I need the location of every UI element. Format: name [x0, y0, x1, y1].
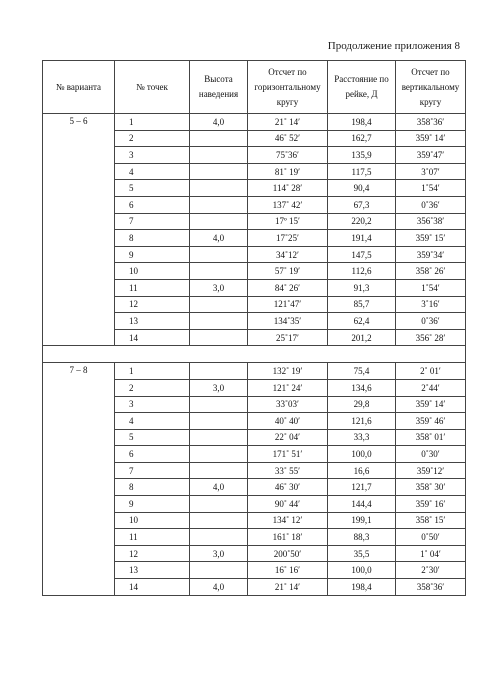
header-variant: № варианта — [43, 61, 115, 114]
point-cell: 7 — [115, 462, 190, 479]
point-cell: 9 — [115, 246, 190, 263]
measurement-table — [42, 60, 466, 596]
height-cell: 3,0 — [190, 279, 248, 296]
height-cell — [190, 163, 248, 180]
table-body — [43, 114, 466, 596]
horizontal-reading-cell: 171˚ 51′ — [248, 446, 328, 463]
vertical-reading-cell: 358˚ 01′ — [396, 429, 466, 446]
horizontal-reading-cell: 46˚ 30′ — [248, 479, 328, 496]
height-cell: 4,0 — [190, 479, 248, 496]
height-cell — [190, 512, 248, 529]
height-cell — [190, 363, 248, 380]
point-cell: 3 — [115, 147, 190, 164]
horizontal-reading-cell: 17˚25′ — [248, 230, 328, 247]
height-cell — [190, 529, 248, 546]
table-row — [43, 363, 466, 380]
height-cell — [190, 180, 248, 197]
height-cell — [190, 313, 248, 330]
vertical-reading-cell: 2˚ 01′ — [396, 363, 466, 380]
height-cell — [190, 329, 248, 346]
point-cell: 7 — [115, 213, 190, 230]
distance-cell: 134,6 — [328, 379, 396, 396]
vertical-reading-cell: 1˚ 04′ — [396, 545, 466, 562]
header-point: № точек — [115, 61, 190, 114]
height-cell — [190, 396, 248, 413]
distance-cell: 29,8 — [328, 396, 396, 413]
distance-cell: 191,4 — [328, 230, 396, 247]
vertical-reading-cell: 2˚44′ — [396, 379, 466, 396]
height-cell — [190, 296, 248, 313]
distance-cell: 100,0 — [328, 446, 396, 463]
vertical-reading-cell: 356˚38′ — [396, 213, 466, 230]
height-cell — [190, 147, 248, 164]
point-cell: 10 — [115, 512, 190, 529]
vertical-reading-cell: 358˚ 30′ — [396, 479, 466, 496]
height-cell: 4,0 — [190, 114, 248, 131]
height-cell — [190, 213, 248, 230]
height-cell — [190, 562, 248, 579]
horizontal-reading-cell: 25˚17′ — [248, 329, 328, 346]
vertical-reading-cell: 358˚36′ — [396, 114, 466, 131]
height-cell — [190, 196, 248, 213]
distance-cell: 100,0 — [328, 562, 396, 579]
page-caption: Продолжение приложения 8 — [327, 40, 460, 52]
variant-cell: 7 – 8 — [43, 363, 115, 595]
point-cell: 5 — [115, 429, 190, 446]
point-cell: 13 — [115, 562, 190, 579]
header-distance: Расстояние по рейке, Д — [328, 61, 396, 114]
height-cell — [190, 496, 248, 513]
distance-cell: 117,5 — [328, 163, 396, 180]
point-cell: 1 — [115, 114, 190, 131]
vertical-reading-cell: 359˚ 46′ — [396, 413, 466, 430]
point-cell: 9 — [115, 496, 190, 513]
vertical-reading-cell: 359˚ 14′ — [396, 396, 466, 413]
height-cell — [190, 462, 248, 479]
horizontal-reading-cell: 57˚ 19′ — [248, 263, 328, 280]
distance-cell: 201,2 — [328, 329, 396, 346]
horizontal-reading-cell: 132˚ 19′ — [248, 363, 328, 380]
distance-cell: 33,3 — [328, 429, 396, 446]
horizontal-reading-cell: 90˚ 44′ — [248, 496, 328, 513]
vertical-reading-cell: 359˚ 14′ — [396, 130, 466, 147]
vertical-reading-cell: 358˚36′ — [396, 579, 466, 596]
horizontal-reading-cell: 75˚36′ — [248, 147, 328, 164]
distance-cell: 112,6 — [328, 263, 396, 280]
horizontal-reading-cell: 81˚ 19′ — [248, 163, 328, 180]
point-cell: 4 — [115, 163, 190, 180]
height-cell — [190, 446, 248, 463]
distance-cell: 162,7 — [328, 130, 396, 147]
point-cell: 8 — [115, 230, 190, 247]
header-horizontal: Отсчет по горизонтальному кругу — [248, 61, 328, 114]
height-cell: 3,0 — [190, 545, 248, 562]
horizontal-reading-cell: 134˚35′ — [248, 313, 328, 330]
point-cell: 6 — [115, 446, 190, 463]
distance-cell: 16,6 — [328, 462, 396, 479]
vertical-reading-cell: 3˚07′ — [396, 163, 466, 180]
vertical-reading-cell: 359˚12′ — [396, 462, 466, 479]
vertical-reading-cell: 359˚47′ — [396, 147, 466, 164]
distance-cell: 135,9 — [328, 147, 396, 164]
table-header-row — [43, 61, 466, 114]
distance-cell: 147,5 — [328, 246, 396, 263]
horizontal-reading-cell: 21˚ 14′ — [248, 579, 328, 596]
distance-cell: 199,1 — [328, 512, 396, 529]
distance-cell: 75,4 — [328, 363, 396, 380]
horizontal-reading-cell: 17º 15′ — [248, 213, 328, 230]
distance-cell: 91,3 — [328, 279, 396, 296]
vertical-reading-cell: 0˚30′ — [396, 446, 466, 463]
point-cell: 2 — [115, 130, 190, 147]
height-cell — [190, 246, 248, 263]
horizontal-reading-cell: 46˚ 52′ — [248, 130, 328, 147]
horizontal-reading-cell: 137˚ 42′ — [248, 196, 328, 213]
horizontal-reading-cell: 33˚ 55′ — [248, 462, 328, 479]
point-cell: 12 — [115, 545, 190, 562]
horizontal-reading-cell: 33˚03′ — [248, 396, 328, 413]
distance-cell: 144,4 — [328, 496, 396, 513]
height-cell — [190, 413, 248, 430]
separator-cell — [43, 346, 466, 363]
vertical-reading-cell: 2˚30′ — [396, 562, 466, 579]
height-cell: 3,0 — [190, 379, 248, 396]
point-cell: 6 — [115, 196, 190, 213]
point-cell: 11 — [115, 279, 190, 296]
horizontal-reading-cell: 114˚ 28′ — [248, 180, 328, 197]
point-cell: 5 — [115, 180, 190, 197]
horizontal-reading-cell: 134˚ 12′ — [248, 512, 328, 529]
header-vertical: Отсчет по вертикальному кругу — [396, 61, 466, 114]
header-height: Высота наведения — [190, 61, 248, 114]
point-cell: 1 — [115, 363, 190, 380]
horizontal-reading-cell: 16˚ 16′ — [248, 562, 328, 579]
horizontal-reading-cell: 121˚ 24′ — [248, 379, 328, 396]
point-cell: 3 — [115, 396, 190, 413]
point-cell: 11 — [115, 529, 190, 546]
vertical-reading-cell: 359˚34′ — [396, 246, 466, 263]
height-cell: 4,0 — [190, 579, 248, 596]
distance-cell: 220,2 — [328, 213, 396, 230]
distance-cell: 35,5 — [328, 545, 396, 562]
point-cell: 12 — [115, 296, 190, 313]
horizontal-reading-cell: 121˚47′ — [248, 296, 328, 313]
vertical-reading-cell: 0˚50′ — [396, 529, 466, 546]
vertical-reading-cell: 1˚54′ — [396, 279, 466, 296]
distance-cell: 121,6 — [328, 413, 396, 430]
vertical-reading-cell: 359˚ 15′ — [396, 230, 466, 247]
vertical-reading-cell: 0˚36′ — [396, 313, 466, 330]
vertical-reading-cell: 1˚54′ — [396, 180, 466, 197]
variant-cell: 5 – 6 — [43, 114, 115, 346]
distance-cell: 198,4 — [328, 114, 396, 131]
distance-cell: 67,3 — [328, 196, 396, 213]
vertical-reading-cell: 0˚36′ — [396, 196, 466, 213]
point-cell: 10 — [115, 263, 190, 280]
distance-cell: 62,4 — [328, 313, 396, 330]
point-cell: 4 — [115, 413, 190, 430]
vertical-reading-cell: 358˚ 26′ — [396, 263, 466, 280]
distance-cell: 85,7 — [328, 296, 396, 313]
distance-cell: 90,4 — [328, 180, 396, 197]
horizontal-reading-cell: 34˚12′ — [248, 246, 328, 263]
point-cell: 14 — [115, 579, 190, 596]
distance-cell: 121,7 — [328, 479, 396, 496]
point-cell: 13 — [115, 313, 190, 330]
point-cell: 14 — [115, 329, 190, 346]
horizontal-reading-cell: 84˚ 26′ — [248, 279, 328, 296]
height-cell — [190, 429, 248, 446]
vertical-reading-cell: 358˚ 15′ — [396, 512, 466, 529]
horizontal-reading-cell: 22˚ 04′ — [248, 429, 328, 446]
height-cell — [190, 130, 248, 147]
height-cell — [190, 263, 248, 280]
horizontal-reading-cell: 161˚ 18′ — [248, 529, 328, 546]
point-cell: 2 — [115, 379, 190, 396]
separator-row — [43, 346, 466, 363]
horizontal-reading-cell: 40˚ 40′ — [248, 413, 328, 430]
point-cell: 8 — [115, 479, 190, 496]
vertical-reading-cell: 356˚ 28′ — [396, 329, 466, 346]
vertical-reading-cell: 3˚16′ — [396, 296, 466, 313]
distance-cell: 198,4 — [328, 579, 396, 596]
horizontal-reading-cell: 200˚50′ — [248, 545, 328, 562]
height-cell: 4,0 — [190, 230, 248, 247]
vertical-reading-cell: 359˚ 16′ — [396, 496, 466, 513]
horizontal-reading-cell: 21˚ 14′ — [248, 114, 328, 131]
distance-cell: 88,3 — [328, 529, 396, 546]
table-row — [43, 114, 466, 131]
